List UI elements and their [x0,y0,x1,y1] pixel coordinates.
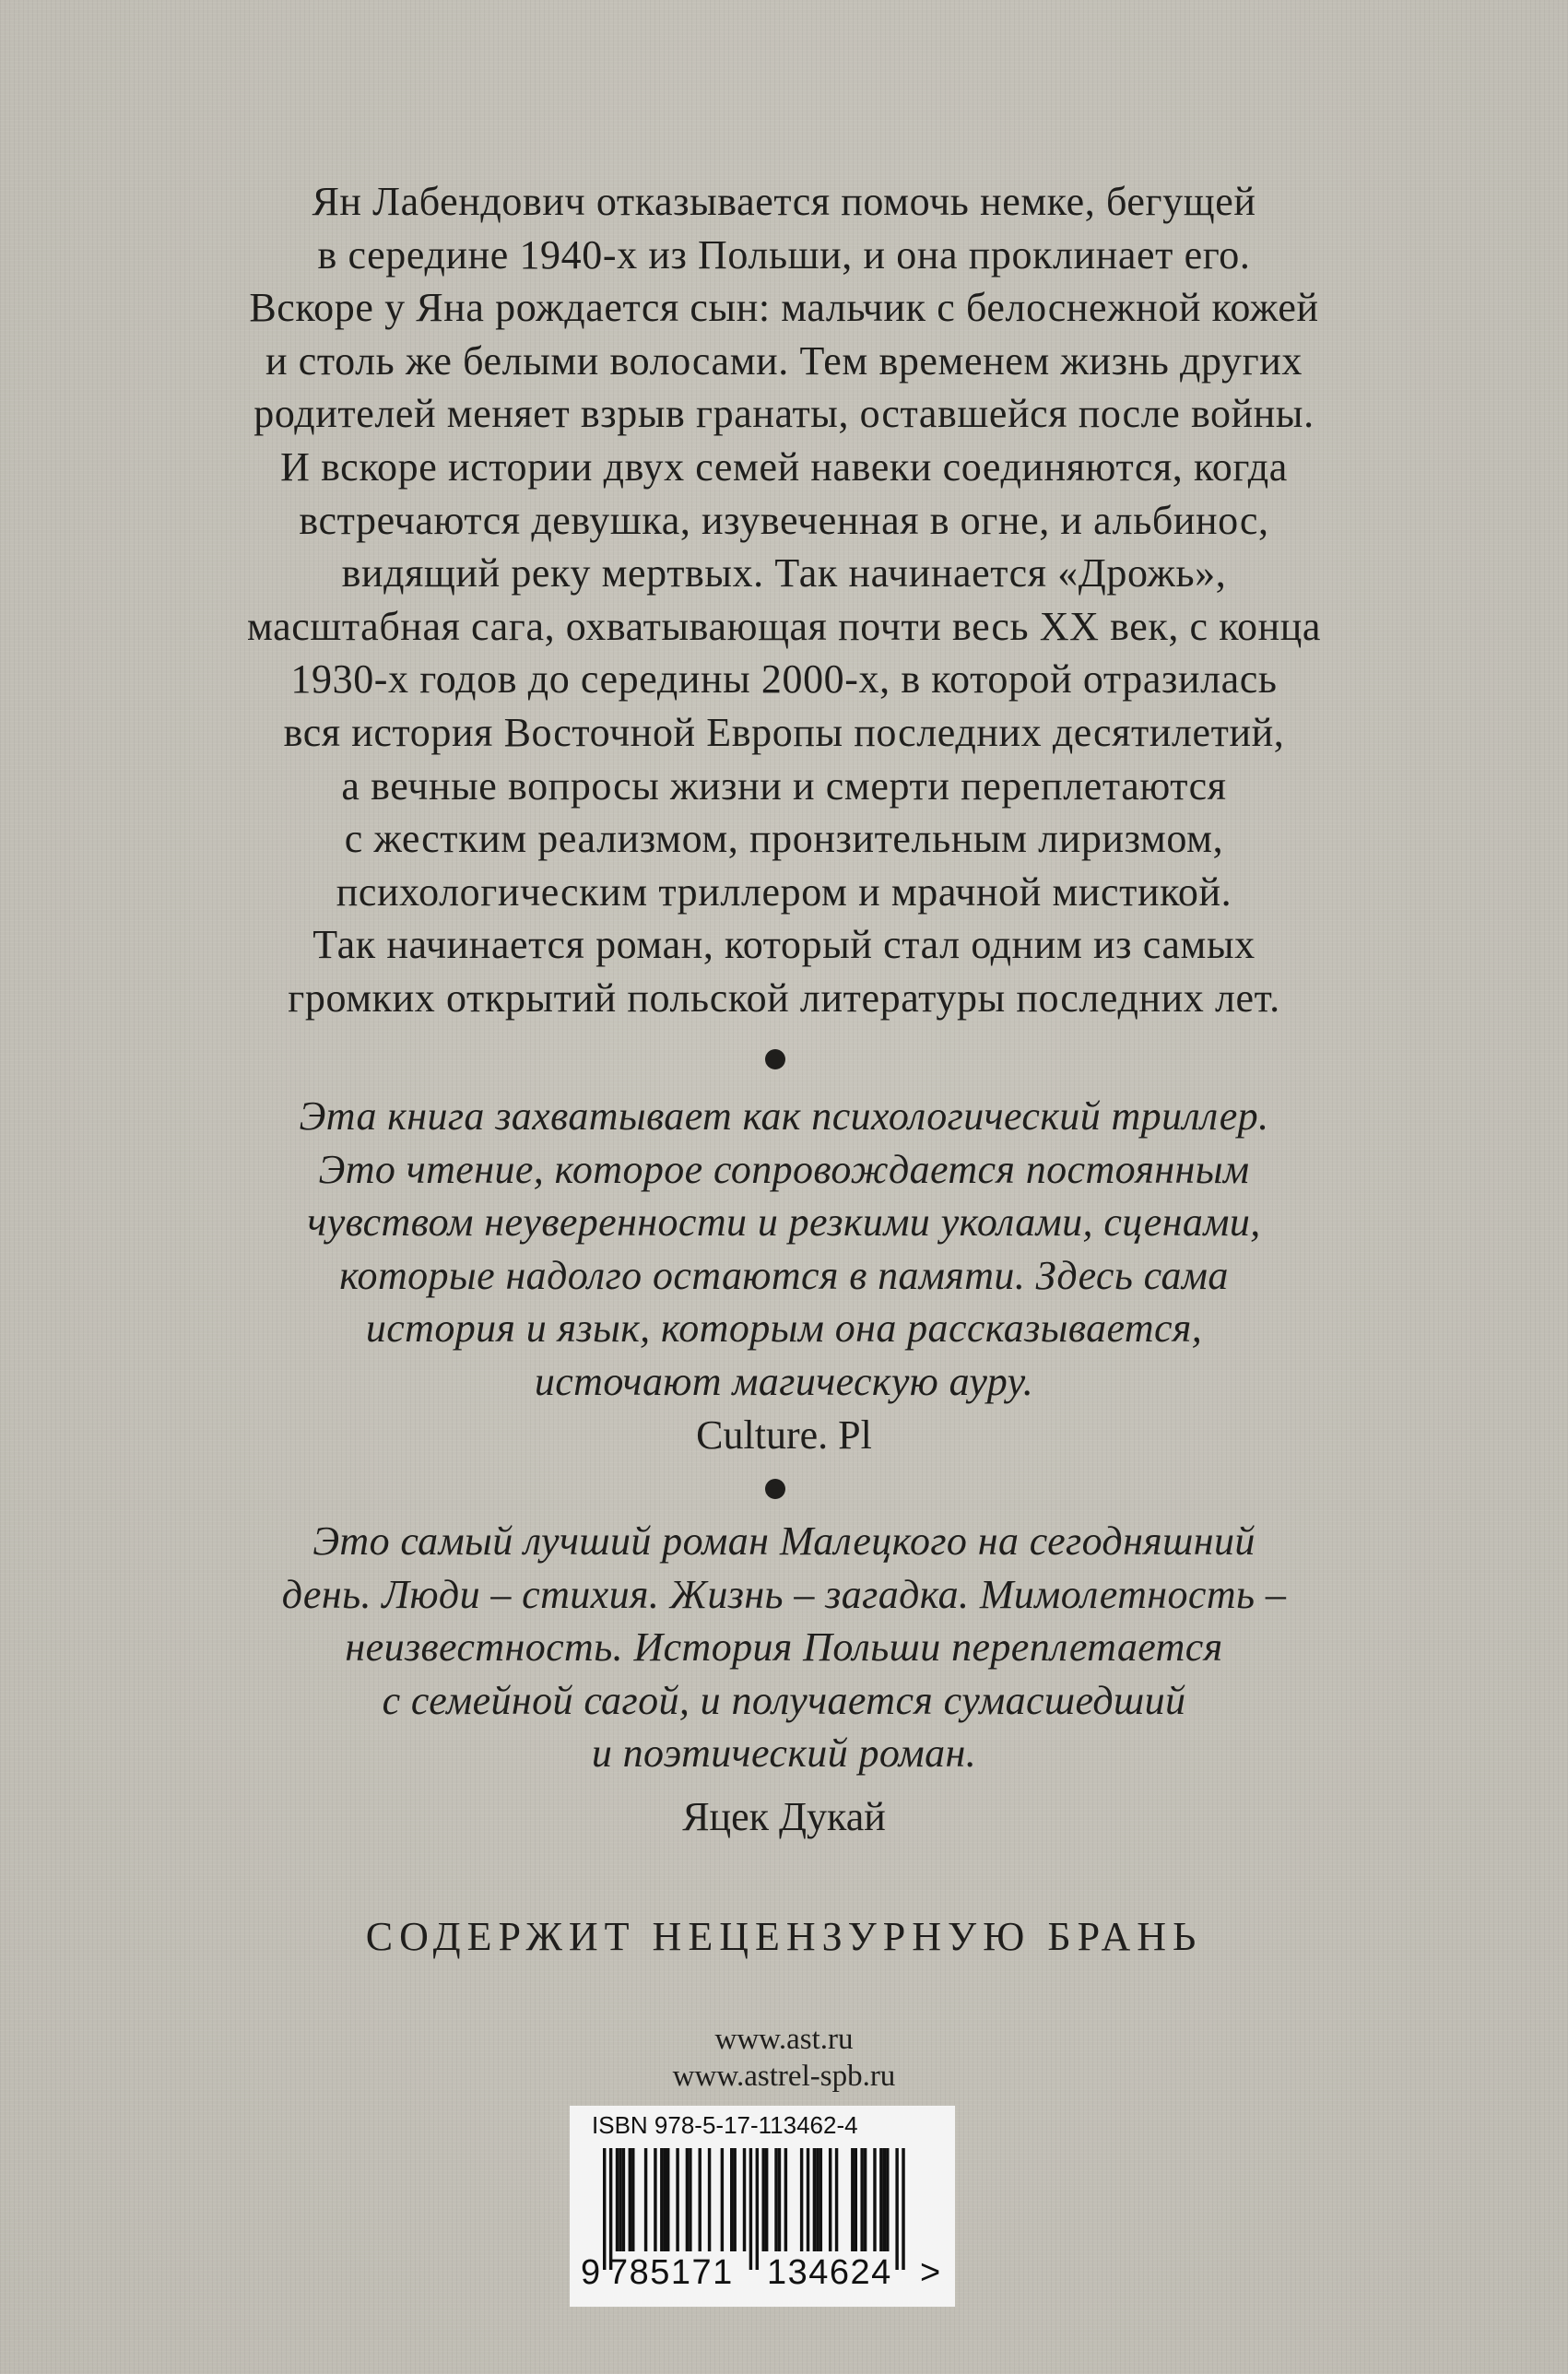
barcode-bar [616,2148,619,2251]
barcode-bar [765,2148,768,2251]
blurb-line: с жестким реализмом, пронзительным лиризмом, [344,816,1224,862]
barcode-bar [666,2148,669,2251]
barcode-bar [886,2148,889,2251]
blurb-line: И вскоре истории двух семей навеки соединяются, когда [280,443,1288,490]
barcode-bar [855,2148,857,2251]
isbn-label: ISBN 978-5-17-113462-4 [592,2111,858,2139]
barcode-bar [756,2148,759,2270]
quote-line: источают магическую ауру. [534,1358,1034,1404]
blurb-line: вся история Восточной Европы последних десятилетий, [283,709,1285,755]
barcode-bar [829,2148,831,2251]
barcode-bar [654,2148,656,2251]
barcode-bar [879,2148,882,2251]
barcode-bar [860,2148,863,2251]
barcode-bar [743,2148,746,2251]
blurb-line: встречаются девушка, изувеченная в огне, и альбинос, [299,497,1269,543]
quote-line: чувством неуверенности и резкими уколами, сценами, [307,1199,1261,1246]
blurb-line: родителей меняет взрыв гранаты, оставшейся после войны. [253,391,1315,437]
quote-line: неизвестность. История Польши переплетается [345,1624,1223,1671]
barcode-bar [774,2148,777,2251]
blurb-line: масштабная сага, охватывающая почти весь XX век, с конца [246,603,1322,649]
content-warning: СОДЕРЖИТ НЕЦЕНЗУРНУЮ БРАНЬ [365,1914,1203,1959]
barcode-bar [816,2148,819,2251]
barcode-bar [664,2148,666,2251]
barcode-quiet-mark: > [920,2253,941,2292]
barcode-bar [835,2148,838,2251]
barcode-bar [622,2148,625,2251]
barcode-bar [883,2148,886,2251]
barcode-bar [686,2148,689,2251]
blurb-line: Вскоре у Яна рождается сын: мальчик с белоснежной кожей [249,285,1319,331]
barcode-bar [699,2148,701,2251]
quote-line: день. Люди – стихия. Жизнь – загадка. Мимолетность – [281,1571,1287,1617]
barcode-bar [762,2148,765,2251]
barcode-bar [689,2148,691,2251]
quote-line: история и язык, которым она рассказывается, [365,1305,1203,1352]
barcode-bar [609,2148,612,2270]
barcode-digit-group: 785171 [608,2253,734,2292]
barcode-bar [902,2148,904,2270]
barcode-bar [895,2148,898,2270]
blurb-line: Ян Лабендович отказывается помочь немке, бегущей [312,179,1256,224]
barcode-bar [730,2148,733,2251]
publisher-website: www.ast.ru [714,2023,854,2056]
barcode-bar [733,2148,736,2251]
blurb-line: а вечные вопросы жизни и смерти переплетаются [341,762,1227,809]
barcode-bar [644,2148,647,2251]
barcode-bar [603,2148,606,2270]
barcode-bar [619,2148,621,2251]
barcode-digit-first: 9 [581,2253,601,2292]
blurb-line: психологическим триллером и мрачной мистикой. [336,868,1232,915]
blurb-line: видящий реку мертвых. Так начинается «Дрожь», [341,550,1227,596]
quote-line: Это чтение, которое сопровождается постоянным [318,1146,1250,1192]
quote-line: Это самый лучший роман Малецкого на сегодняшний [312,1518,1256,1564]
barcode-bar [807,2148,809,2251]
barcode-bar [784,2148,787,2251]
publisher-website: www.astrel-spb.ru [672,2060,896,2093]
barcode-bar [629,2148,631,2251]
quote-line: с семейной сагой, и получается сумасшедший [382,1677,1186,1723]
quote-line: которые надолго остаются в памяти. Здесь сама [339,1252,1229,1298]
blurb-line: 1930-х годов до середины 2000-х, в которой отразилась [290,656,1278,703]
barcode-bar [873,2148,876,2251]
isbn-barcode [570,2106,955,2307]
review-quote-culture [101,1090,1467,1409]
blurb-line: в середине 1940-х из Польши, и она проклинает его. [317,231,1251,278]
barcode-bar [721,2148,724,2251]
quote-line: и поэтический роман. [591,1730,977,1777]
quote-line: Эта книга захватывает как психологический триллер. [299,1093,1269,1139]
blurb-text [101,175,1467,1025]
barcode-digit-group: 134624 [767,2253,892,2292]
barcode-bar [813,2148,816,2251]
barcode-bar [749,2148,752,2270]
barcode-bar [631,2148,634,2251]
blurb-line: и столь же белыми волосами. Тем временем жизнь других [265,337,1303,384]
barcode-bar [676,2148,678,2251]
blurb-line: Так начинается роман, который стал одним из самых [312,922,1256,968]
barcode-bar [851,2148,854,2251]
review-quote-dukaj [101,1515,1467,1780]
barcode-bar [778,2148,781,2251]
barcode-bar [708,2148,711,2251]
barcode-bar [819,2148,822,2251]
quote-source: Culture. Pl [696,1412,872,1458]
separator-bullet [765,1049,785,1069]
quote-source: Яцек Дукай [682,1794,886,1839]
barcode-bar [864,2148,867,2251]
barcode-bar [660,2148,663,2251]
separator-bullet [765,1479,785,1499]
blurb-line: громких открытий польской литературы последних лет. [288,974,1280,1021]
barcode-bar [800,2148,803,2251]
